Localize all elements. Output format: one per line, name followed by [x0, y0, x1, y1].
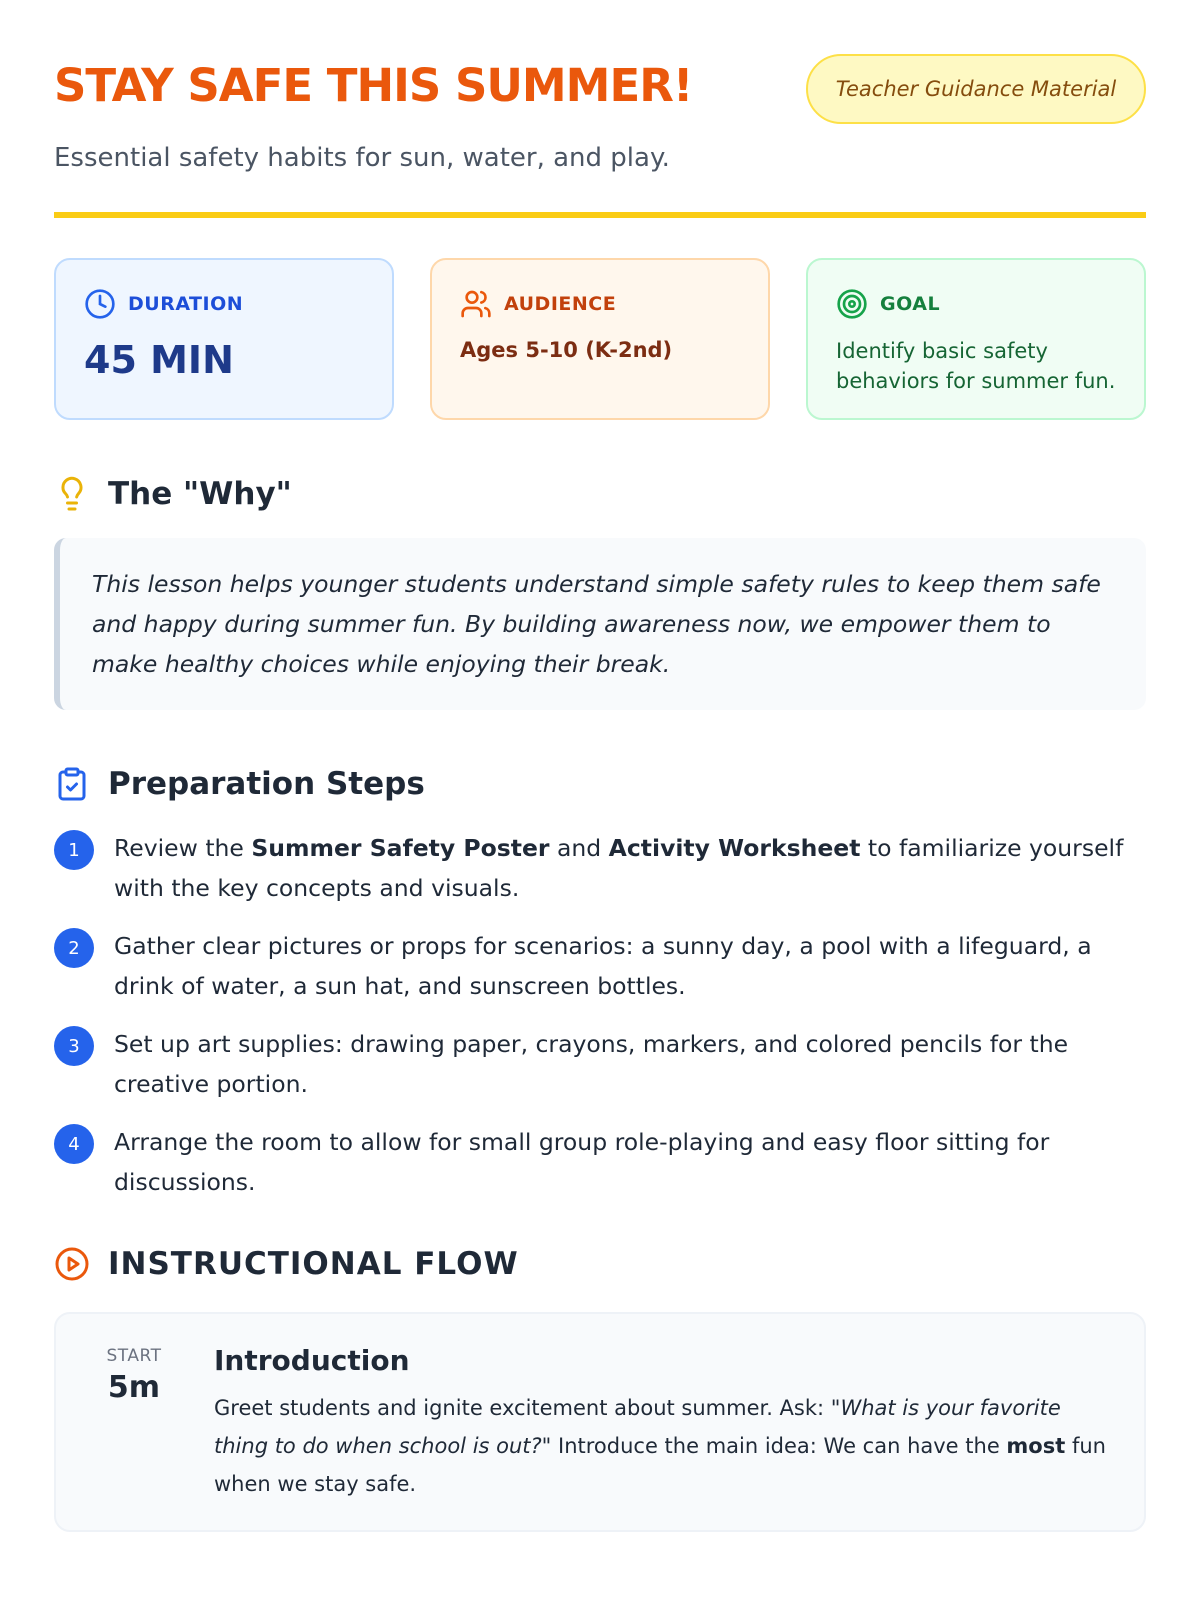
step-text: Gather clear pictures or props for scenarios: a sunny day, a pool with a lifeguard, a drink of water, a sun hat, and sunscreen bottles. — [114, 932, 1092, 1000]
goal-value: Identify basic safety behaviors for summer fun. — [836, 339, 1116, 393]
step-number: 2 — [54, 928, 94, 968]
flow-time — [86, 1344, 182, 1504]
audience-label: AUDIENCE — [504, 293, 617, 315]
goal-label: GOAL — [880, 293, 941, 315]
step-text: Arrange the room to allow for small group role-playing and easy floor sitting for discussions. — [114, 1128, 1050, 1196]
duration-value: 45 MIN — [84, 338, 234, 382]
why-title-text: The "Why" — [108, 476, 292, 512]
flow-question-quote: "What is your favorite thing to do when school is out?" — [214, 1396, 1061, 1458]
audience-value: Ages 5-10 (K-2nd) — [460, 338, 673, 362]
clock-icon — [84, 288, 116, 320]
preparation-section-title — [54, 766, 1146, 802]
goal-card — [806, 258, 1146, 420]
flow-title-text: INSTRUCTIONAL FLOW — [108, 1246, 519, 1282]
step-bold-poster: Summer Safety Poster — [251, 834, 550, 862]
flow-time-value: 5m — [107, 1370, 161, 1405]
page-header — [54, 0, 1146, 218]
clipboard-check-icon — [54, 766, 90, 802]
why-section-title — [54, 476, 1146, 512]
step-number: 4 — [54, 1124, 94, 1164]
instructional-flow-title — [54, 1246, 1146, 1282]
preparation-step — [54, 1122, 1146, 1202]
page-subtitle: Essential safety habits for sun, water, and play. — [54, 143, 670, 173]
step-text: Review the Summer Safety Poster and Activity Worksheet to familiarize yourself with the key concepts and visuals. — [114, 834, 1124, 902]
duration-label: DURATION — [128, 293, 244, 315]
goal-card-header — [836, 288, 1116, 320]
audience-card-header — [460, 288, 740, 320]
step-text: Set up art supplies: drawing paper, crayons, markers, and colored pencils for the creative portion. — [114, 1030, 1069, 1098]
step-number: 3 — [54, 1026, 94, 1066]
info-cards — [54, 258, 1146, 420]
flow-content — [214, 1344, 1114, 1504]
step-number: 1 — [54, 830, 94, 870]
preparation-steps-list — [54, 828, 1146, 1202]
step-bold-worksheet: Activity Worksheet — [608, 834, 861, 862]
flow-heading: Introduction — [214, 1344, 410, 1377]
teacher-guidance-badge: Teacher Guidance Material — [806, 54, 1146, 124]
duration-card — [54, 258, 394, 420]
users-icon — [460, 288, 492, 320]
lightbulb-icon — [54, 476, 90, 512]
play-circle-icon — [54, 1246, 90, 1282]
page-title: STAY SAFE THIS SUMMER! — [54, 59, 693, 112]
flow-time-label: START — [106, 1346, 162, 1366]
audience-card — [430, 258, 770, 420]
preparation-step — [54, 1024, 1146, 1104]
flow-item-introduction — [54, 1312, 1146, 1532]
preparation-step — [54, 926, 1146, 1006]
flow-body: Greet students and ignite excitement about summer. Ask: "What is your favorite thing to do when school is out?" Introduce the main idea: We can have the most fun when we stay safe. — [214, 1396, 1106, 1496]
flow-bold-most: most — [1006, 1434, 1066, 1458]
why-quote: This lesson helps younger students understand simple safety rules to keep them safe and happy during summer fun. By building awareness now, we empower them to make healthy choices while enjoying their break. — [54, 538, 1146, 710]
preparation-step — [54, 828, 1146, 908]
duration-card-header — [84, 288, 364, 320]
target-icon — [836, 288, 868, 320]
preparation-title-text: Preparation Steps — [108, 766, 425, 802]
